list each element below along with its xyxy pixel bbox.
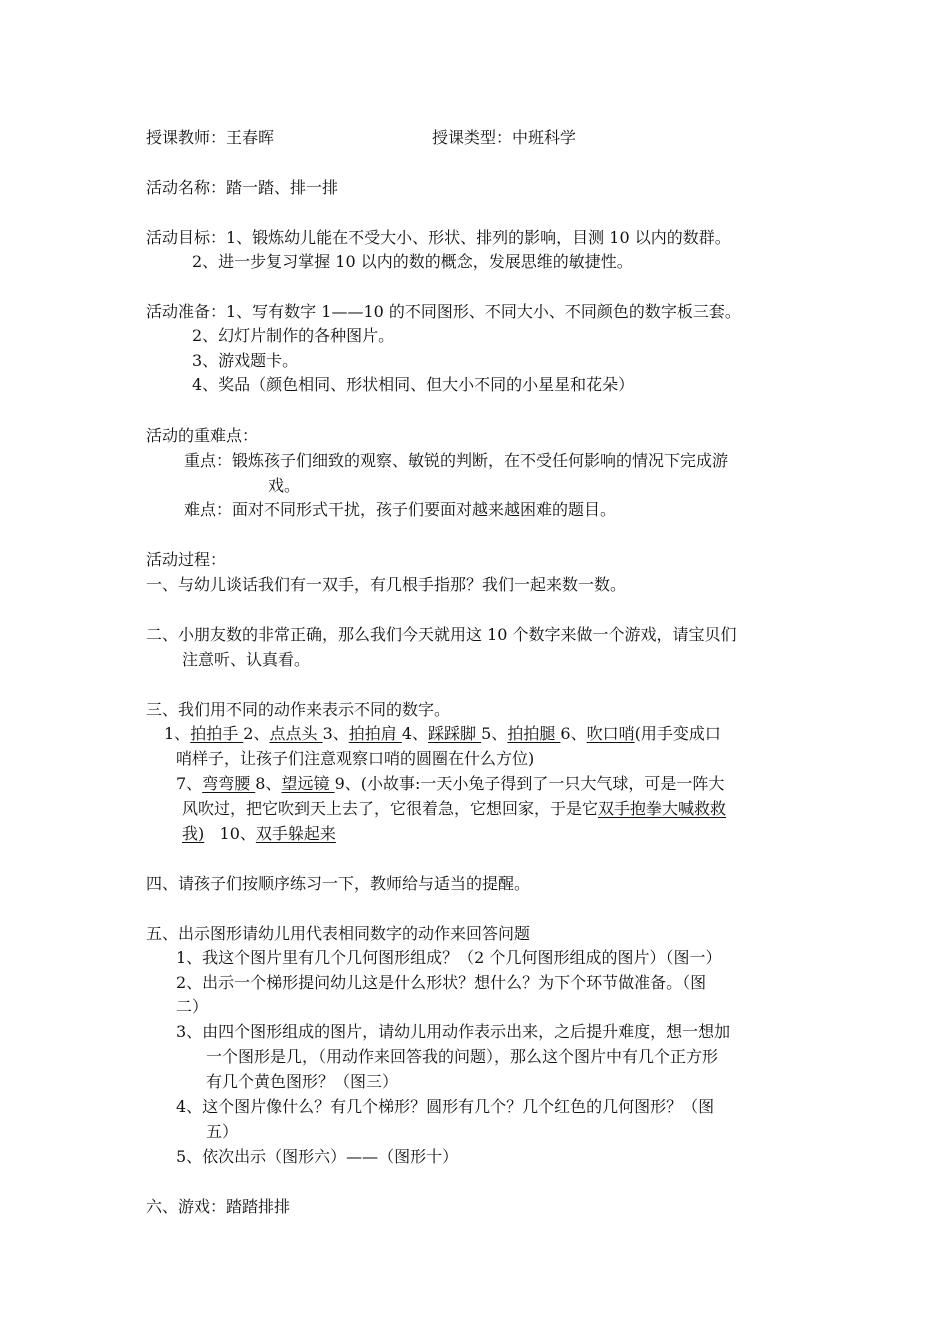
- action-number: 1、: [164, 724, 191, 743]
- process-step-6: 六、游戏：踏踏排排: [146, 1197, 291, 1216]
- action-number: 9、: [334, 774, 361, 793]
- prep-line-1: 活动准备：1、写有数字 1——10 的不同图形、不同大小、不同颜色的数字板三套。: [146, 302, 741, 321]
- action-row-2: [176, 772, 724, 797]
- action-row-2-end: [182, 822, 336, 847]
- question-4-line-1: 4、这个图片像什么？有几个梯形？圆形有几个？几个红色的几何图形？（图: [176, 1097, 715, 1116]
- question-3-line-3: 有几个黄色图形？（图三）: [206, 1072, 399, 1091]
- action-story: (小故事:一天小兔子得到了一只大气球，可是一阵大: [360, 774, 725, 793]
- process-step-1: 一、与幼儿谈话我们有一双手，有几根手指那？我们一起来数一数。: [146, 575, 627, 594]
- question-2-line-2: 二）: [176, 997, 209, 1016]
- prep-line-3: 3、游戏题卡。: [192, 351, 299, 370]
- process-step-2-line-2: 注意听、认真看。: [182, 650, 311, 669]
- action-bend-waist: 弯弯腰: [202, 774, 256, 793]
- action-stomp-feet: 踩踩脚: [428, 724, 482, 743]
- goal-line-2: 2、进一步复习掌握 10 以内的数的概念，发展思维的敏捷性。: [192, 252, 633, 271]
- action-whistle: 吹口哨: [586, 724, 635, 743]
- action-number: 7、: [176, 774, 203, 793]
- key-points-heading: 活动的重难点：: [146, 426, 259, 445]
- process-step-3: 三、我们用不同的动作来表示不同的数字。: [146, 700, 451, 719]
- action-note: (用手变成口: [634, 724, 721, 743]
- story-text: 风吹过，把它吹到天上去了，它很着急，它想回家，于是它: [182, 799, 599, 818]
- question-3-line-1: 3、由四个图形组成的图片，请幼儿用动作表示出来，之后提升难度，想一想加: [176, 1022, 731, 1041]
- process-step-4: 四、请孩子们按顺序练习一下，教师给与适当的提醒。: [146, 874, 531, 893]
- process-step-5: 五、出示图形请幼儿用代表相同数字的动作来回答问题: [146, 924, 531, 943]
- process-heading: 活动过程：: [146, 550, 227, 569]
- activity-name: 活动名称：踏一踏、排一排: [146, 178, 339, 197]
- question-4-line-2: 五）: [206, 1122, 239, 1141]
- action-number: 5、: [481, 724, 508, 743]
- key-point-line-2: 戏。: [268, 476, 301, 495]
- action-number: 3、: [322, 724, 349, 743]
- prep-line-4: 4、奖品（颜色相同、形状相同、但大小不同的小星星和花朵）: [192, 375, 635, 394]
- action-telescope: 望远镜: [281, 774, 335, 793]
- action-hide: 双手躲起来: [255, 824, 336, 843]
- story-action-end: 我): [182, 824, 205, 843]
- action-row-1-cont: 哨样子，让孩子们注意观察口哨的圆圈在什么方位): [176, 749, 535, 768]
- difficulty-line: 难点：面对不同形式干扰，孩子们要面对越来越困难的题目。: [184, 500, 617, 519]
- action-number: 2、: [243, 724, 270, 743]
- action-row-1: [164, 722, 721, 747]
- action-nod-head: 点点头: [269, 724, 323, 743]
- action-number: 8、: [255, 774, 282, 793]
- course-type-line: 授课类型：中班科学: [432, 128, 577, 147]
- action-number: 4、: [401, 724, 429, 743]
- key-point-line-1: 重点：锻炼孩子们细致的观察、敏锐的判断，在不受任何影响的情况下完成游: [184, 451, 729, 470]
- action-pat-legs: 拍拍腿: [507, 724, 561, 743]
- action-row-2-cont: [182, 797, 726, 822]
- story-action: 双手抱拳大喊救救: [598, 799, 727, 818]
- action-pat-shoulder: 拍拍肩: [348, 724, 402, 743]
- question-5: 5、依次出示（图形六）——（图形十）: [176, 1147, 459, 1166]
- action-number: 10、: [219, 824, 256, 843]
- question-2-line-1: 2、出示一个梯形提问幼儿这是什么形状？想什么？为下个环节做准备。（图: [176, 973, 707, 992]
- action-clap-hands: 拍拍手: [190, 724, 244, 743]
- teacher-line: 授课教师：王春晖: [146, 128, 275, 147]
- prep-line-2: 2、幻灯片制作的各种图片。: [192, 326, 395, 345]
- question-3-line-2: 一个图形是几，（用动作来回答我的问题），那么这个图片中有几个正方形: [206, 1047, 719, 1066]
- action-number: 6、: [560, 724, 587, 743]
- question-1: 1、我这个图片里有几个几何图形组成？（2 个几何图形组成的图片）（图一）: [176, 948, 722, 967]
- process-step-2-line-1: 二、小朋友数的非常正确，那么我们今天就用这 10 个数字来做一个游戏，请宝贝们: [146, 625, 737, 644]
- goal-line-1: 活动目标：1、锻炼幼儿能在不受大小、形状、排列的影响，目测 10 以内的数群。: [146, 228, 731, 247]
